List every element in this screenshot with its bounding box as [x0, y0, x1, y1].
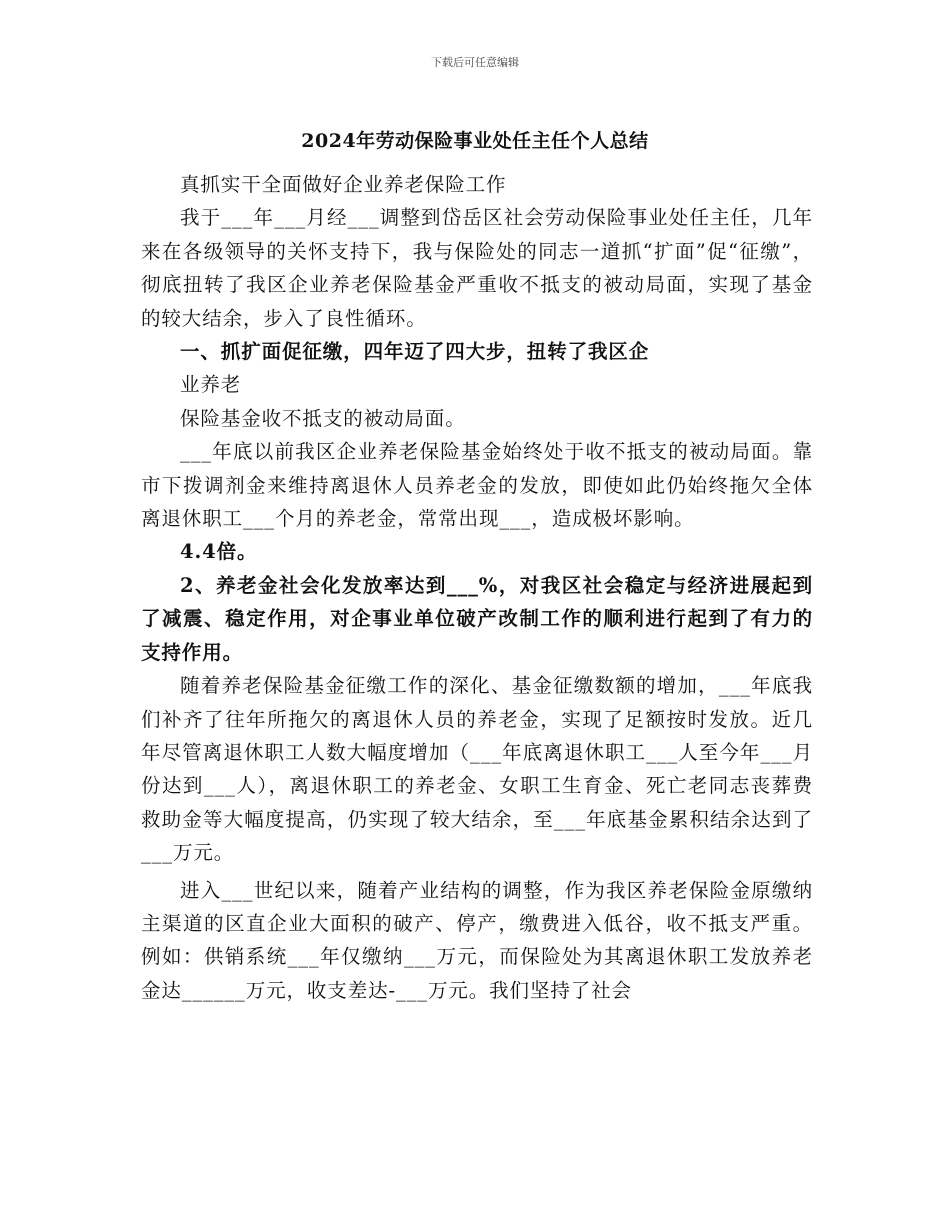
- section-heading-1: 一、抓扩面促征缴，四年迈了四大步，扭转了我区企: [180, 340, 650, 364]
- paragraph-fragment-1: 业养老: [180, 373, 242, 397]
- section-heading-2: 2、养老金社会化发放率达到___%，对我区社会稳定与经济进展起到了减震、稳定作用，对企事业单位破产改制工作的顺利进行起到了有力的支持作用。: [141, 573, 813, 664]
- page-header-note: 下载后可任意编辑: [431, 56, 519, 69]
- document-title: 2024年劳动保险事业处任主任个人总结: [301, 130, 649, 152]
- paragraph-results: 随着养老保险基金征缴工作的深化、基金征缴数额的增加，___年底我们补齐了往年所拖欠的离退休人员的养老金，实现了足额按时发放。近几年尽管离退休职工人数大幅度增加（___年底离退休职工___人至今年___月份达到___人），离退休职工的养老金、女职工生育金、死亡老同志丧葬费救助金等大幅度提高，仍实现了较大结余，至___年底基金累积结余达到了___万元。: [141, 674, 813, 865]
- paragraph-history: ___年底以前我区企业养老保险基金始终处于收不抵支的被动局面。靠市下拨调剂金来维持离退休人员养老金的发放，即使如此仍始终拖欠全体离退休职工___个月的养老金，常常出现___，造成极坏影响。: [141, 440, 813, 531]
- paragraph-intro: 我于___年___月经___调整到岱岳区社会劳动保险事业处任主任，几年来在各级领导的关怀支持下，我与保险处的同志一道抓“扩面”促“征缴”，彻底扭转了我区企业养老保险基金严重收不抵支的被动局面，实现了基金的较大结余，步入了良性循环。: [141, 206, 813, 330]
- document-body: [141, 168, 813, 1007]
- paragraph-multiplier: 4.4倍。: [180, 540, 258, 564]
- paragraph-fragment-2: 保险基金收不抵支的被动局面。: [180, 406, 466, 430]
- paragraph-subtitle: 真抓实干全面做好企业养老保险工作: [180, 173, 507, 196]
- paragraph-challenges: 进入___世纪以来，随着产业结构的调整，作为我区养老保险金原缴纳主渠道的区直企业大面积的破产、停产，缴费进入低谷，收不抵支严重。例如：供销系统___年仅缴纳___万元，而保险处为其离退休职工发放养老金达______万元，收支差达-___万元。我们坚持了社会: [141, 878, 813, 1002]
